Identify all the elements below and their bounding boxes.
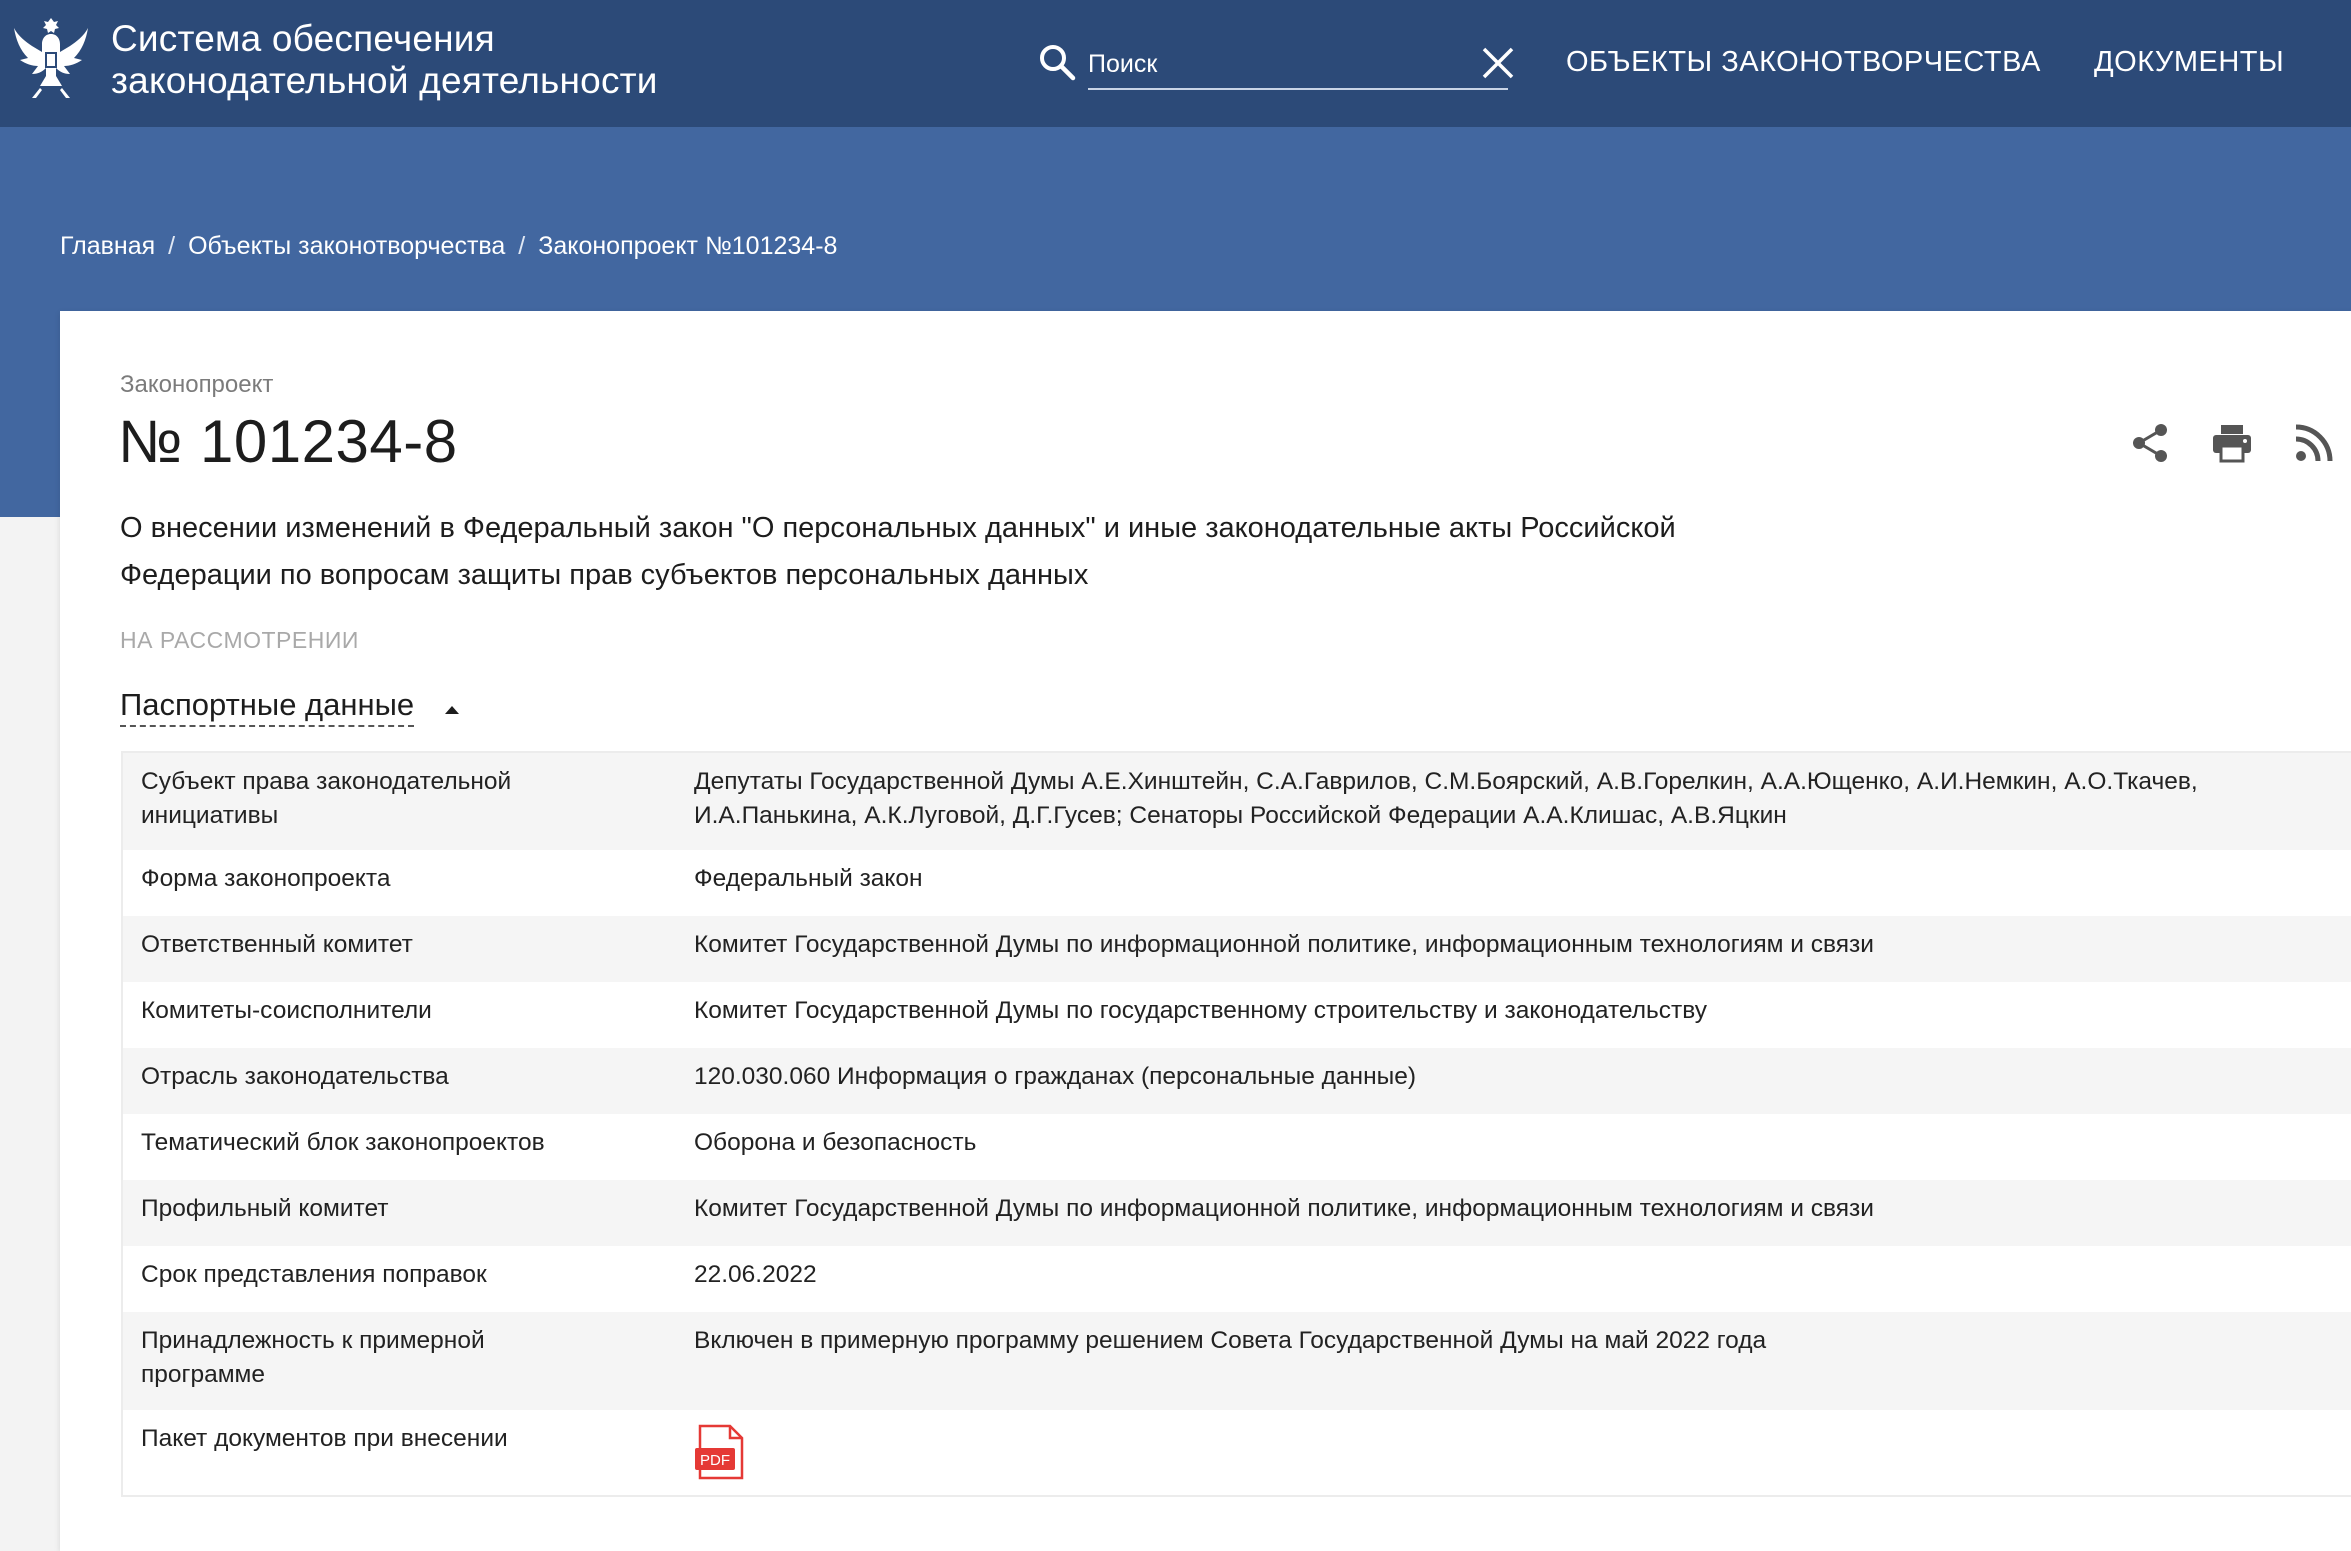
breadcrumb-current: Законопроект №101234-8 [538, 232, 838, 260]
caret-up-icon[interactable] [442, 703, 462, 717]
site-title-line1: Система обеспечения [111, 18, 495, 59]
table-row [122, 1312, 2351, 1410]
row-key [122, 752, 694, 850]
passport-table [121, 751, 2351, 1497]
status-badge: НА РАССМОТРЕНИИ [120, 627, 359, 653]
table-row [122, 982, 2351, 1048]
row-value: 22.06.2022 [694, 1246, 2351, 1312]
row-key: Ответственный комитет [122, 916, 694, 982]
site-title-line2: законодательной деятельности [111, 60, 658, 101]
table-row [122, 1048, 2351, 1114]
table-row [122, 850, 2351, 916]
table-row [122, 1180, 2351, 1246]
search-input[interactable] [1088, 40, 1508, 90]
breadcrumb-objects[interactable]: Объекты законотворчества [188, 232, 506, 260]
breadcrumb-home[interactable]: Главная [60, 232, 156, 260]
passport-toggle[interactable]: Паспортные данные [120, 687, 414, 727]
row-key: Форма законопроекта [122, 850, 694, 916]
row-key-line: программе [141, 1361, 266, 1388]
search-icon[interactable] [1037, 42, 1077, 82]
row-value: Комитет Государственной Думы по информационной политике, информационным технологиям и связи [694, 916, 2351, 982]
row-key [122, 1312, 694, 1410]
breadcrumb-separator: / [168, 232, 176, 260]
nav-item-objects[interactable]: ОБЪЕКТЫ ЗАКОНОТВОРЧЕСТВА [1566, 46, 2041, 78]
row-key: Отрасль законодательства [122, 1048, 694, 1114]
page-title: № 101234-8 [118, 408, 458, 475]
table-row [122, 752, 2351, 850]
row-key: Пакет документов при внесении [122, 1410, 694, 1496]
row-value: Включен в примерную программу решением Совета Государственной Думы на май 2022 года [694, 1312, 2351, 1410]
breadcrumb [60, 232, 837, 261]
row-value: Федеральный закон [694, 850, 2351, 916]
top-bar [0, 0, 2351, 127]
row-value-line: Депутаты Государственной Думы А.Е.Хинштейн, С.А.Гаврилов, С.М.Боярский, А.В.Горелкин, А.А.Ющенко, А.И.Немкин, А.О.Ткачев, [694, 768, 2198, 795]
row-value: Комитет Государственной Думы по информационной политике, информационным технологиям и связи [694, 1180, 2351, 1246]
row-key: Комитеты-соисполнители [122, 982, 694, 1048]
breadcrumb-separator: / [518, 232, 526, 260]
pdf-icon[interactable] [694, 1424, 746, 1480]
emblem-icon[interactable] [10, 12, 92, 104]
share-icon[interactable] [2128, 421, 2172, 465]
row-key-line: Субъект права законодательной [141, 768, 512, 795]
row-key-line: инициативы [141, 802, 279, 829]
table-row [122, 1246, 2351, 1312]
row-value: Оборона и безопасность [694, 1114, 2351, 1180]
row-key: Тематический блок законопроектов [122, 1114, 694, 1180]
row-value: Комитет Государственной Думы по государственному строительству и законодательству [694, 982, 2351, 1048]
row-value: 120.030.060 Информация о гражданах (персональные данные) [694, 1048, 2351, 1114]
bill-card [60, 311, 2351, 1551]
bill-title [120, 505, 1740, 599]
nav-item-documents[interactable]: ДОКУМЕНТЫ [2094, 46, 2285, 78]
clear-icon[interactable] [1480, 45, 1516, 81]
bill-title-line2: Федерации по вопросам защиты прав субъектов персональных данных [120, 559, 1089, 591]
row-value [694, 752, 2351, 850]
table-row [122, 1410, 2351, 1496]
row-value [694, 1410, 2351, 1496]
bill-title-line1: О внесении изменений в Федеральный закон "О персональных данных" и иные законодательные акты Российской [120, 512, 1676, 544]
print-icon[interactable] [2210, 421, 2254, 465]
table-row [122, 916, 2351, 982]
row-value-line: И.А.Панькина, А.К.Луговой, Д.Г.Гусев; Сенаторы Российской Федерации А.А.Клишас, А.В.Яцкин [694, 802, 1787, 829]
pdf-label: PDF [700, 1452, 730, 1469]
table-row [122, 1114, 2351, 1180]
rss-icon[interactable] [2292, 421, 2336, 465]
site-title[interactable] [111, 18, 658, 102]
row-key: Срок представления поправок [122, 1246, 694, 1312]
row-key-line: Принадлежность к примерной [141, 1327, 485, 1354]
doc-type: Законопроект [120, 371, 274, 398]
row-key: Профильный комитет [122, 1180, 694, 1246]
